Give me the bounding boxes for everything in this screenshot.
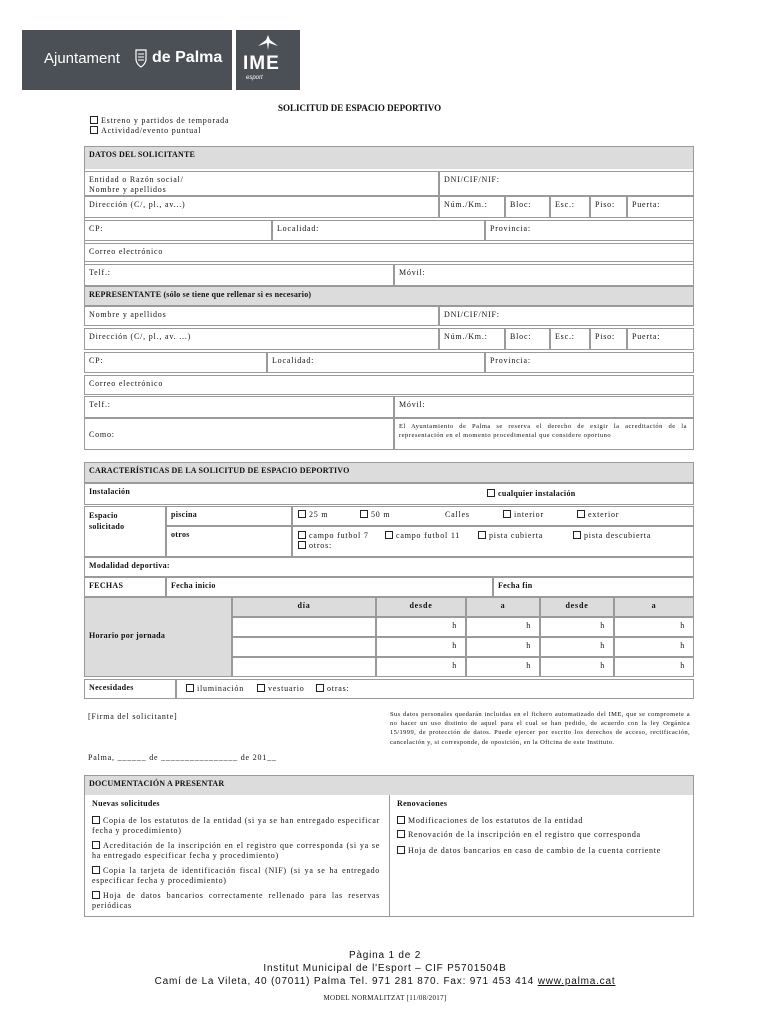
hour-input[interactable]: h xyxy=(614,617,694,637)
ime-text: IME xyxy=(243,53,280,74)
rep-dni-field[interactable]: DNI/CIF/NIF: xyxy=(439,306,694,326)
checkbox[interactable] xyxy=(360,510,368,518)
checkbox[interactable] xyxy=(385,531,393,539)
checkbox[interactable] xyxy=(92,866,100,874)
modalidad-field[interactable]: Modalidad deportiva: xyxy=(84,557,694,577)
rep-nota: El Ayuntamiento de Palma se reserva el derecho de exigir la acreditación de la representación en el momento procedimental que considere oportuno xyxy=(394,418,694,450)
espacio-label: Espacio solicitado xyxy=(84,506,166,557)
datos-nota: Sus datos personales quedarán incluidas en el fichero automatizado del IME, que se compromete a no hacer un uso distinto de aquel para el cual se han pedido, de acuerdo con la ley Orgánica 15/1999, de protección de datos. Puede ejercer por escrito los derechos de acceso, rectificación, cancelación y, si corresponde, de oposición, en la Oficina de este Instituto. xyxy=(390,711,690,746)
logo-text: Ajuntament xyxy=(44,50,120,67)
dni-field[interactable]: DNI/CIF/NIF: xyxy=(439,171,694,196)
option-cubierta[interactable]: pista cubierta xyxy=(478,531,543,541)
hour-input[interactable]: h xyxy=(466,637,540,657)
piso-field[interactable]: Piso: xyxy=(590,196,627,218)
renovaciones-label: Renovaciones xyxy=(397,799,448,808)
col-a: a xyxy=(466,597,540,617)
checkbox[interactable] xyxy=(397,816,405,824)
documentacion-header: DOCUMENTACIÓN A PRESENTAR xyxy=(85,776,693,795)
rep-num-field[interactable]: Núm./Km.: xyxy=(439,328,505,350)
hour-input[interactable]: h xyxy=(614,637,694,657)
address-line xyxy=(0,976,770,987)
ime-logo xyxy=(236,30,300,90)
fecha-inicio-field[interactable]: Fecha inicio xyxy=(166,577,493,597)
instalacion-row: Instalación xyxy=(84,483,694,505)
hour-input[interactable]: h xyxy=(540,617,614,637)
logo-text-bold: de Palma xyxy=(152,49,223,66)
checkbox[interactable] xyxy=(298,541,306,549)
correo-field[interactable]: Correo electrónico xyxy=(84,243,694,262)
tel-field[interactable]: Telf.: xyxy=(84,264,394,286)
rep-direccion-field[interactable]: Dirección (C/, pl., av. ...) xyxy=(84,328,439,350)
movil-field[interactable]: Móvil: xyxy=(394,264,694,286)
address: Camí de La Vileta, 40 (07011) Palma Tel. 971 281 870. Fax: 971 453 414 xyxy=(154,976,535,987)
ajuntament-logo xyxy=(22,30,232,90)
web-link[interactable]: www.palma.cat xyxy=(537,976,616,987)
calles-label: Calles xyxy=(445,510,470,519)
piscina-label: piscina xyxy=(166,506,292,526)
option-vestuario[interactable]: vestuario xyxy=(257,684,305,694)
checkbox[interactable] xyxy=(503,510,511,518)
nuevas-item[interactable]: Copia la tarjeta de identificación fiscal (NIF) (si ya se ha entregado especificar fecha y procedimiento) xyxy=(92,866,380,885)
renov-item[interactable]: Modificaciones de los estatutos de la entidad xyxy=(397,816,687,826)
option-otras[interactable]: otras: xyxy=(316,684,350,694)
checkbox[interactable] xyxy=(90,126,98,134)
rep-nombre-field[interactable]: Nombre y apellidos xyxy=(84,306,439,326)
checkbox[interactable] xyxy=(397,830,405,838)
checkbox[interactable] xyxy=(487,489,495,497)
rep-esc-field[interactable]: Esc.: xyxy=(550,328,590,350)
checkbox[interactable] xyxy=(186,684,194,692)
bird-icon xyxy=(256,34,280,52)
bloc-field[interactable]: Bloc: xyxy=(505,196,550,218)
option-interior[interactable]: interior xyxy=(503,510,544,520)
checkbox[interactable] xyxy=(316,684,324,692)
provincia-field[interactable]: Provincia: xyxy=(485,220,694,241)
col-desde-2: desde xyxy=(540,597,614,617)
necesidades-row xyxy=(176,679,694,699)
option-25m[interactable]: 25 m xyxy=(298,510,328,520)
divider xyxy=(389,795,390,917)
entidad-field[interactable]: Entidad o Razón social/ Nombre y apellidos xyxy=(84,171,439,196)
rep-bloc-field[interactable]: Bloc: xyxy=(505,328,550,350)
piscina-row xyxy=(292,506,694,526)
hour-input[interactable]: h xyxy=(466,657,540,677)
col-a-2: a xyxy=(614,597,694,617)
checkbox[interactable] xyxy=(90,116,98,124)
dia-input[interactable] xyxy=(232,657,376,677)
puerta-field[interactable]: Puerta: xyxy=(627,196,694,218)
hour-input[interactable]: h xyxy=(466,617,540,637)
option-campo11[interactable]: campo futbol 11 xyxy=(385,531,460,541)
checkbox[interactable] xyxy=(92,891,100,899)
renov-item[interactable]: Renovación de la inscripción en el registro que corresponda xyxy=(397,830,687,840)
checkbox[interactable] xyxy=(257,684,265,692)
rep-correo-field[interactable]: Correo electrónico xyxy=(84,375,694,395)
representante-header: REPRESENTANTE (sólo se tiene que rellenar si es necesario) xyxy=(84,286,694,306)
option-otros[interactable]: otros: xyxy=(298,541,332,551)
rep-como-field[interactable]: Como: xyxy=(84,418,394,450)
dia-input[interactable] xyxy=(232,617,376,637)
checkbox[interactable] xyxy=(92,841,100,849)
hour-input[interactable]: h xyxy=(376,637,466,657)
option-estreno[interactable]: Estreno y partidos de temporada xyxy=(90,116,229,126)
model-line: MODEL NORMALITZAT [11/08/2017] xyxy=(323,994,447,1002)
col-desde: desde xyxy=(376,597,466,617)
rep-puerta-field[interactable]: Puerta: xyxy=(627,328,694,350)
option-actividad[interactable]: Actividad/evento puntual xyxy=(90,126,201,136)
hour-input[interactable]: h xyxy=(614,657,694,677)
nuevas-item[interactable]: Hoja de datos bancarios correctamente rellenado para las reservas periódicas xyxy=(92,891,380,910)
direccion-field[interactable]: Dirección (C/, pl., av...) xyxy=(84,196,439,218)
cp-field[interactable]: CP: xyxy=(84,220,272,241)
option-exterior[interactable]: exterior xyxy=(577,510,619,520)
cualquier-option[interactable]: cualquier instalación xyxy=(487,489,576,499)
hour-input[interactable]: h xyxy=(376,617,466,637)
option-descubierta[interactable]: pista descubierta xyxy=(573,531,651,541)
caracteristicas-header: CARACTERÍSTICAS DE LA SOLICITUD DE ESPACIO DEPORTIVO xyxy=(84,462,694,483)
fecha-fin-field[interactable]: Fecha fin xyxy=(493,577,694,597)
nuevas-item[interactable]: Copia de los estatutos de la entidad (si ya se han entregado especificar fecha y procedimiento) xyxy=(92,816,380,835)
otros-label: otros xyxy=(166,526,292,557)
hour-input[interactable]: h xyxy=(376,657,466,677)
checkbox[interactable] xyxy=(577,510,585,518)
checkbox[interactable] xyxy=(573,531,581,539)
horario-label: Horario por jornada xyxy=(84,597,232,677)
checkbox[interactable] xyxy=(298,510,306,518)
solicitante-header: DATOS DEL SOLICITANTE xyxy=(85,147,693,169)
page-number: Pàgina 1 de 2 xyxy=(348,950,422,961)
esc-field[interactable]: Esc.: xyxy=(550,196,590,218)
checkbox[interactable] xyxy=(478,531,486,539)
crest-icon xyxy=(134,48,148,68)
rep-provincia-field[interactable]: Provincia: xyxy=(485,352,694,373)
option-50m[interactable]: 50 m xyxy=(360,510,390,520)
rep-movil-field[interactable]: Móvil: xyxy=(394,396,694,418)
rep-piso-field[interactable]: Piso: xyxy=(590,328,627,350)
hour-input[interactable]: h xyxy=(540,637,614,657)
renov-item[interactable]: Hoja de datos bancarios en caso de cambio de la cuenta corriente xyxy=(397,846,687,856)
necesidades-label: Necesidades xyxy=(84,679,176,699)
palma-date[interactable]: Palma, ______ de ________________ de 201__ xyxy=(88,753,277,762)
firma-label: [Firma del solicitante] xyxy=(88,712,178,721)
col-dia: día xyxy=(232,597,376,617)
localidad-field[interactable]: Localidad: xyxy=(272,220,485,241)
option-campo7[interactable]: campo futbol 7 xyxy=(298,531,369,541)
institut-line: Institut Municipal de l'Esport – CIF P5701504B xyxy=(263,963,507,974)
rep-tel-field[interactable]: Telf.: xyxy=(84,396,394,418)
hour-input[interactable]: h xyxy=(540,657,614,677)
rep-localidad-field[interactable]: Localidad: xyxy=(267,352,485,373)
option-iluminacion[interactable]: iluminación xyxy=(186,684,244,694)
fechas-label: FECHAS xyxy=(84,577,166,597)
ime-sub: esport xyxy=(246,75,263,81)
page-title: SOLICITUD DE ESPACIO DEPORTIVO xyxy=(278,103,442,113)
rep-cp-field[interactable]: CP: xyxy=(84,352,267,373)
checkbox[interactable] xyxy=(397,846,405,854)
checkbox[interactable] xyxy=(298,531,306,539)
num-field[interactable]: Núm./Km.: xyxy=(439,196,505,218)
dia-input[interactable] xyxy=(232,637,376,657)
nuevas-label: Nuevas solicitudes xyxy=(92,799,160,808)
checkbox[interactable] xyxy=(92,816,100,824)
nuevas-item[interactable]: Acreditación de la inscripción en el registro que corresponda (si ya se ha entregado especificar fecha y procedimiento) xyxy=(92,841,380,860)
